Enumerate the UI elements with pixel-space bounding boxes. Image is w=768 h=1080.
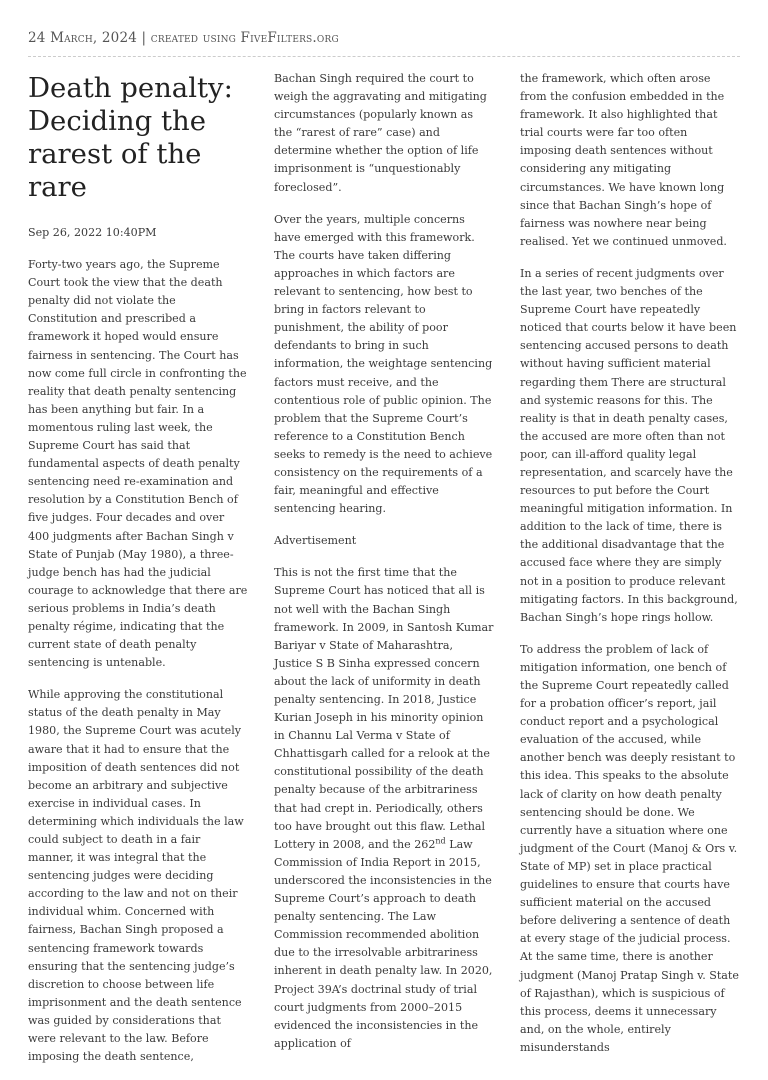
paragraph: To address the problem of lack of mitigation information, one bench of the Supreme Court repeatedly called for a probation officer’s report, jail conduct report and a psychological evaluation of the accused, while another bench was deeply resistant to this idea. This speaks to the absolute lack of clarity on how death penalty sentencing should be done. We currently have a situation where one judgment of the Court (Manoj & Ors v. State of MP) set in place practical guidelines to ensure that courts have sufficient material on the accused before delivering a sentence of death at every stage of the judicial process. At the same time, there is another judgment (Manoj Pratap Singh v. State of Rajasthan), which is suspicious of this process, deems it unnecessary and, on the whole, entirely misunderstands	[520, 642, 739, 1054]
advertisement-label: Advertisement	[274, 534, 357, 548]
paragraph: In a series of recent judgments over the last year, two benches of the Supreme Court have repeatedly noticed that courts below it have been sentencing accused persons to death without having sufficient material regarding them There are structural and systemic reasons for this. The reality is that in death penalty cases, the accused are more often than not poor, can ill-afford quality legal representation, and scarcely have the resources to put before the Court meaningful mitigation information. In addition to the lack of time, there is the additional disadvantage that the accused face where they are simply not in a position to produce relevant mitigating factors. In this background, Bachan Singh’s hope rings hollow.	[520, 266, 738, 624]
ordinal-suffix: nd	[435, 836, 446, 846]
paragraph: Over the years, multiple concerns have emerged with this framework. The courts have taken differing approaches in which factors are relevant to sentencing, how best to bring in factors relevant to punishment, the ability of poor defendants to bring in such information, the weightage sentencing factors must receive, and the contentious role of public opinion. The problem that the Supreme Court’s reference to a Constitution Bench seeks to remedy is the need to achieve consistency on the requirements of a fair, meaningful and effective sentencing hearing.	[274, 212, 493, 516]
paragraph	[274, 564, 494, 1053]
article-date: Sep 26, 2022 10:40PM	[28, 226, 157, 239]
header-divider	[28, 56, 740, 57]
paragraph: Bachan Singh required the court to weigh the aggravating and mitigating circumstances (popularly known as the “rarest of rare” case) and determine whether the option of life imprisonment is “unquestionably foreclosed”.	[274, 72, 487, 194]
paragraph-text: This is not the first time that the Supreme Court has noticed that all is not well with the Bachan Singh framework. In 2009, in Santosh Kumar Bariyar v State of Maharashtra, Justice S B Sinha expressed concern about the lack of uniformity in death penalty sentencing. In 2018, Justice Kurian Joseph in his minority opinion in Channu Lal Verma v State of Chhattisgarh called for a relook at the constitutional possibility of the death penalty because of the arbitrariness that had crept in. Periodically, others too have brought out this flaw. Lethal Lottery in 2008, and the 262	[274, 566, 494, 851]
article-title: Death penalty: Deciding the rarest of the rare	[28, 72, 233, 203]
article-column-1	[28, 70, 248, 1080]
paragraph: the framework, which often arose from the confusion embedded in the framework. It also highlighted that trial courts were far too often imposing death sentences without considering any mitigating circumstances. We have known long since that Bachan Singh’s hope of fairness was nowhere near being realised. Yet we continued unmoved.	[520, 72, 727, 248]
article-column-3	[520, 70, 740, 1080]
article-body	[28, 70, 740, 1080]
article-column-2	[274, 70, 494, 1080]
page-header: 24 March, 2024 | created using FiveFilters.org	[28, 30, 339, 46]
paragraph: Forty-two years ago, the Supreme Court took the view that the death penalty did not violate the Constitution and prescribed a framework it hoped would ensure fairness in sentencing. The Court has now come full circle in confronting the reality that death penalty sentencing has been anything but fair. In a momentous ruling last week, the Supreme Court has said that fundamental aspects of death penalty sentencing need re-examination and resolution by a Constitution Bench of five judges. Four decades and over 400 judgments after Bachan Singh v State of Punjab (May 1980), a three-judge bench has had the judicial courage to acknowledge that there are serious problems in India’s death penalty régime, indicating that the current state of death penalty sentencing is untenable.	[28, 258, 248, 670]
paragraph-text: Law Commission of India Report in 2015, underscored the inconsistencies in the Supreme Court’s approach to death penalty sentencing. The Law Commission recommended abolition due to the irresolvable arbitrariness inherent in death penalty law. In 2020, Project 39A’s doctrinal study of trial court judgments from 2000–2015 evidenced the inconsistencies in the application of	[274, 837, 493, 1050]
paragraph: While approving the constitutional status of the death penalty in May 1980, the Supreme Court was acutely aware that it had to ensure that the imposition of death sentences did not become an arbitrary and subjective exercise in individual cases. In determining which individuals the law could subject to death in a fair manner, it was integral that the sentencing judges were deciding according to the law and not on their individual whim. Concerned with fairness, Bachan Singh proposed a sentencing framework towards ensuring that the sentencing judge’s discretion to choose between life imprisonment and the death sentence was guided by considerations that were relevant to the law. Before imposing the death sentence,	[28, 688, 244, 1064]
